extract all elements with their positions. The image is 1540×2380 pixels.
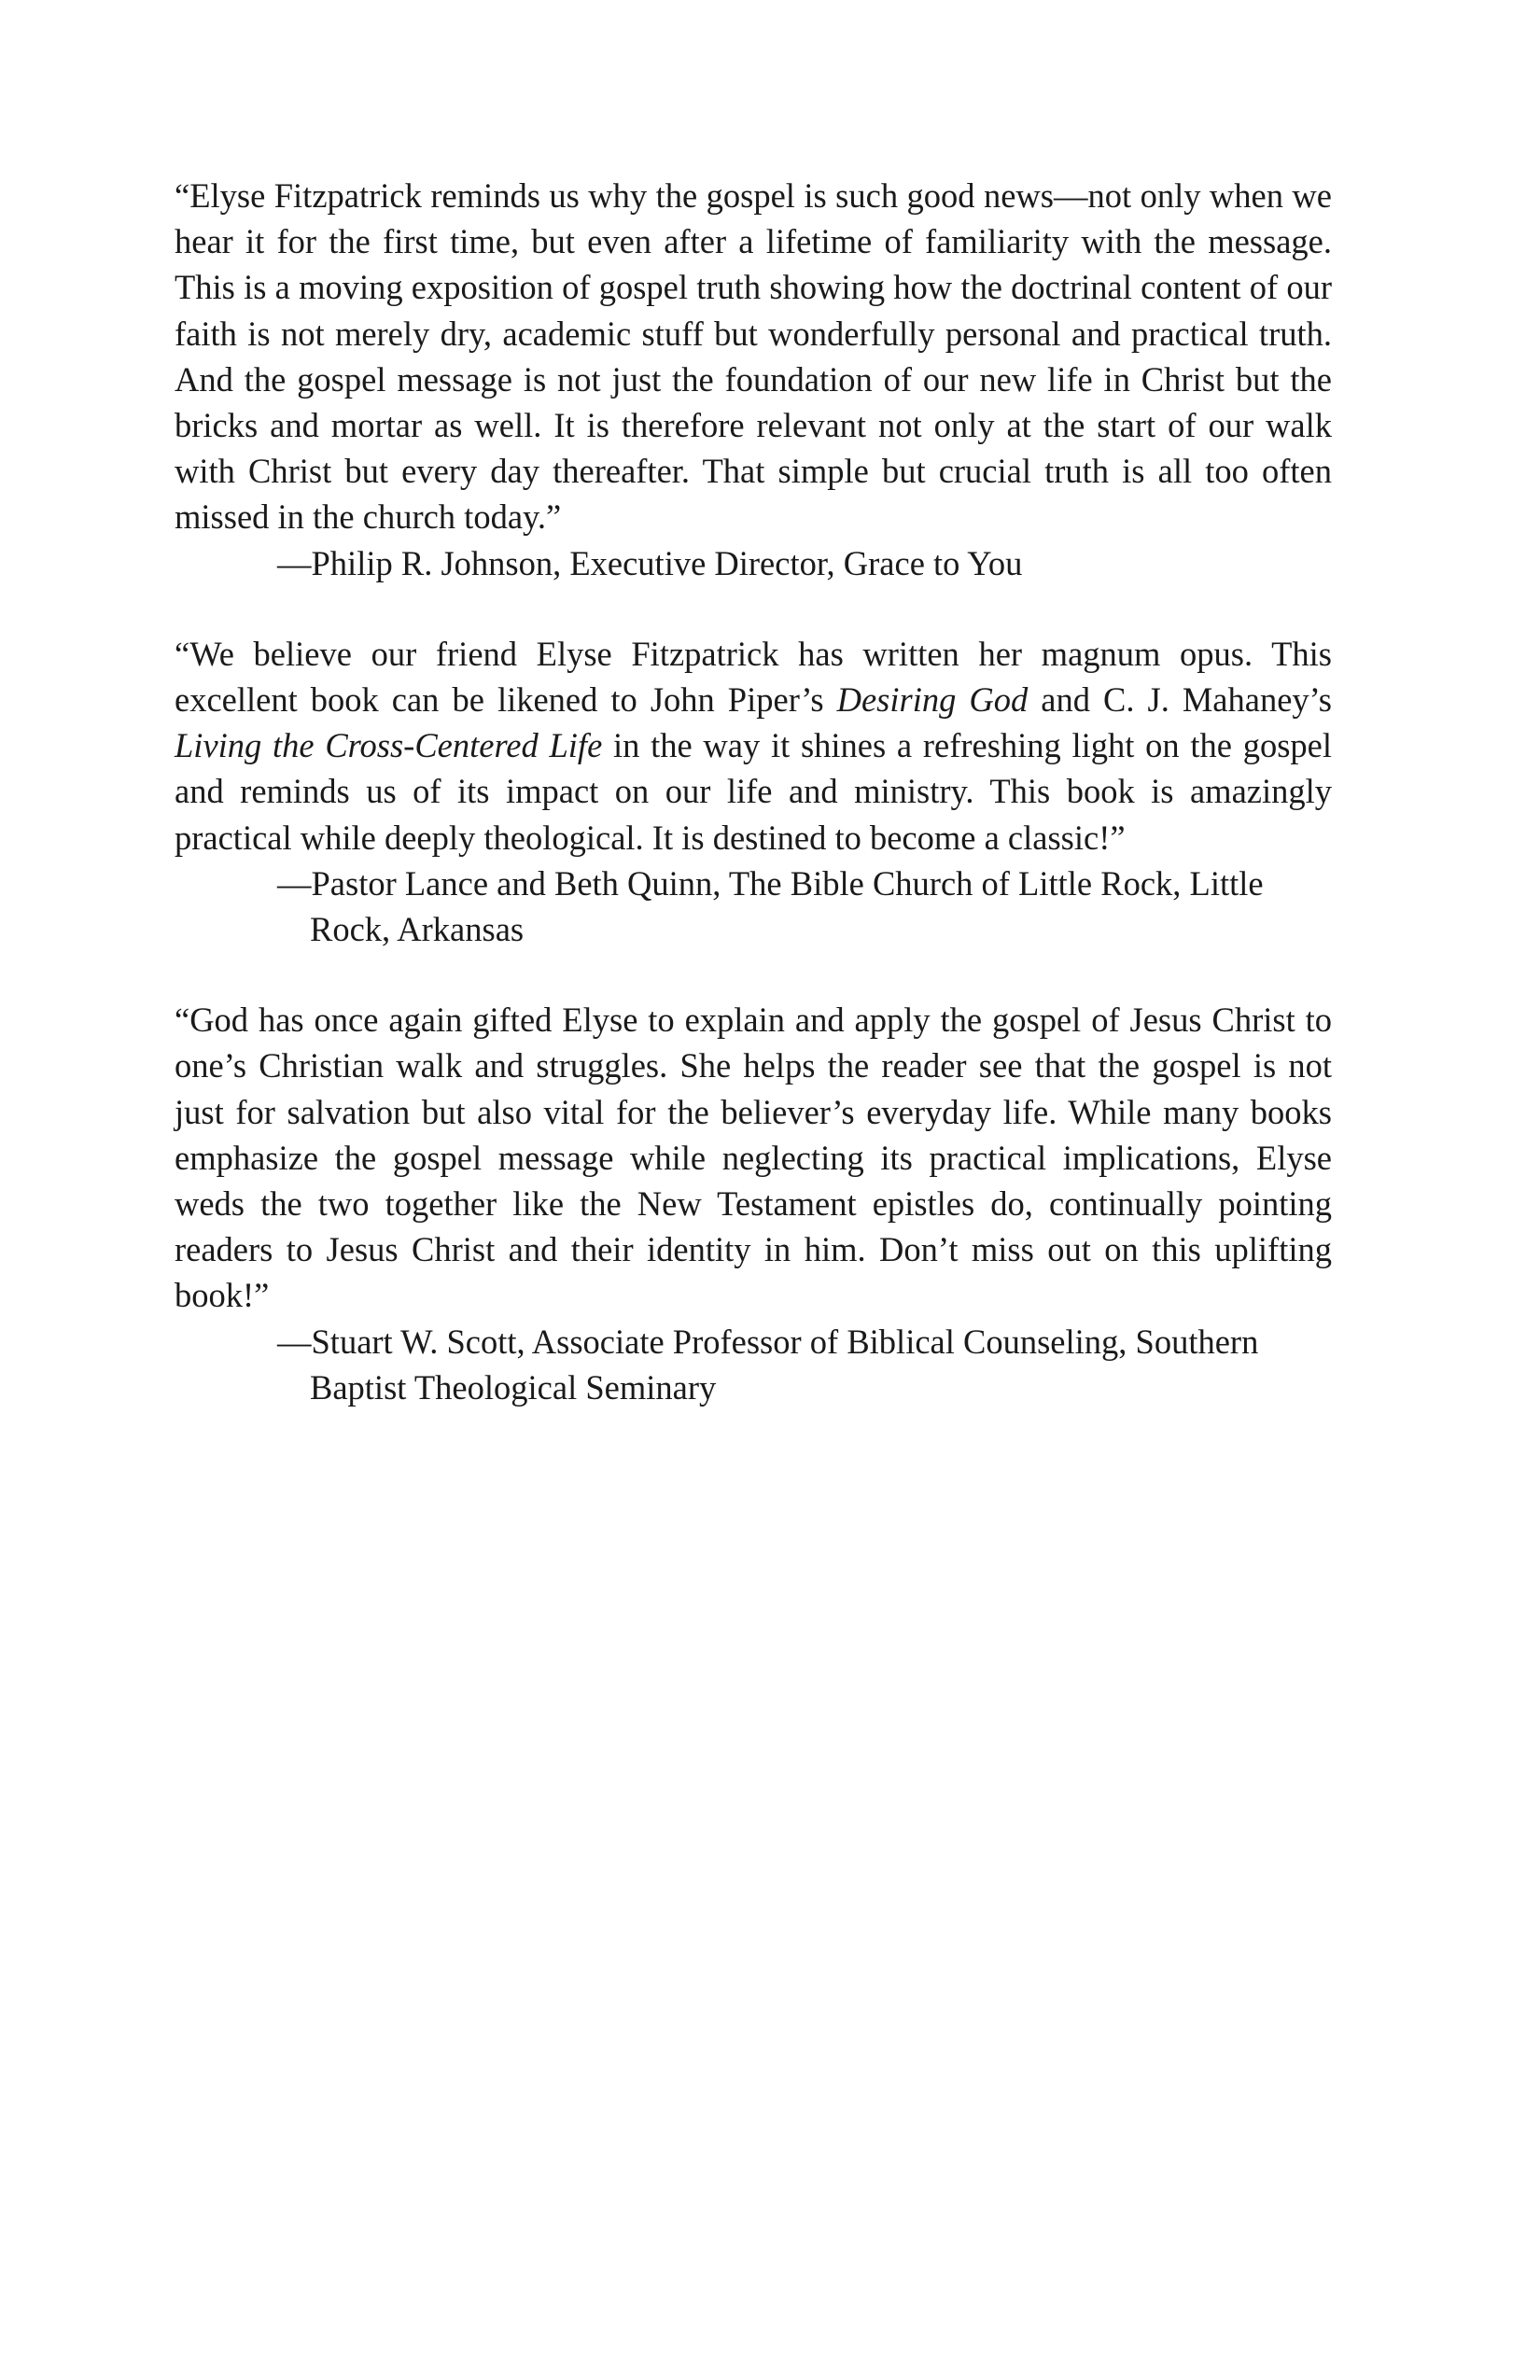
endorsements-page bbox=[175, 173, 1332, 1455]
endorsement-quinn bbox=[175, 631, 1332, 952]
book-title-desiring-god: Desiring God bbox=[836, 680, 1029, 720]
quote-text: and C. J. Mahaney’s bbox=[1028, 680, 1333, 720]
endorsement-quote: “Elyse Fitzpatrick reminds us why the gospel is such good news—not only when we hear it for the first time, but even after a lifetime of familiarity with the message. This is a moving exposition of gospel truth showing how the doctrinal content of our faith is not merely dry, academic stuff but wonderfully personal and practical truth. And the gospel message is not just the foundation of our new life in Christ but the bricks and mortar as well. It is therefore relevant not only at the start of our walk with Christ but every day thereafter. That simple but crucial truth is all too often missed in the church today.” bbox=[175, 176, 1332, 537]
endorsement-quote bbox=[175, 631, 1332, 861]
endorsement-attribution: —Pastor Lance and Beth Quinn, The Bible Church of Little Rock, Little Rock, Arkansas bbox=[277, 863, 1264, 949]
quote-text: in the way it shines a refreshing light on the gospel and reminds us of its impact on our life and ministry. This book is amazingly practical while deeply theological. It is destined to become a classic!” bbox=[175, 726, 1332, 857]
book-title-living-the-cross-centered-life: Living the Cross-Centered Life bbox=[175, 726, 603, 765]
endorsement-attribution: —Philip R. Johnson, Executive Director, Grace to You bbox=[277, 543, 1023, 582]
endorsement-quote: “God has once again gifted Elyse to explain and apply the gospel of Jesus Christ to one’s Christian walk and struggles. She helps the reader see that the gospel is not just for salvation but also vital for the believer’s everyday life. While many books emphasize the gospel message while neglecting its practical implications, Elyse weds the two together like the New Testament epistles do, continually pointing readers to Jesus Christ and their identity in him. Don’t miss out on this uplifting book!” bbox=[175, 1001, 1332, 1315]
endorsement-scott bbox=[175, 997, 1332, 1410]
endorsement-johnson bbox=[175, 173, 1332, 586]
endorsement-attribution: —Stuart W. Scott, Associate Professor of Biblical Counseling, Southern Baptist Theological Seminary bbox=[277, 1322, 1259, 1407]
quote-text: “We believe our friend Elyse Fitzpatrick has written her magnum opus. This excellent book can be likened to John Piper’s bbox=[175, 634, 1332, 720]
